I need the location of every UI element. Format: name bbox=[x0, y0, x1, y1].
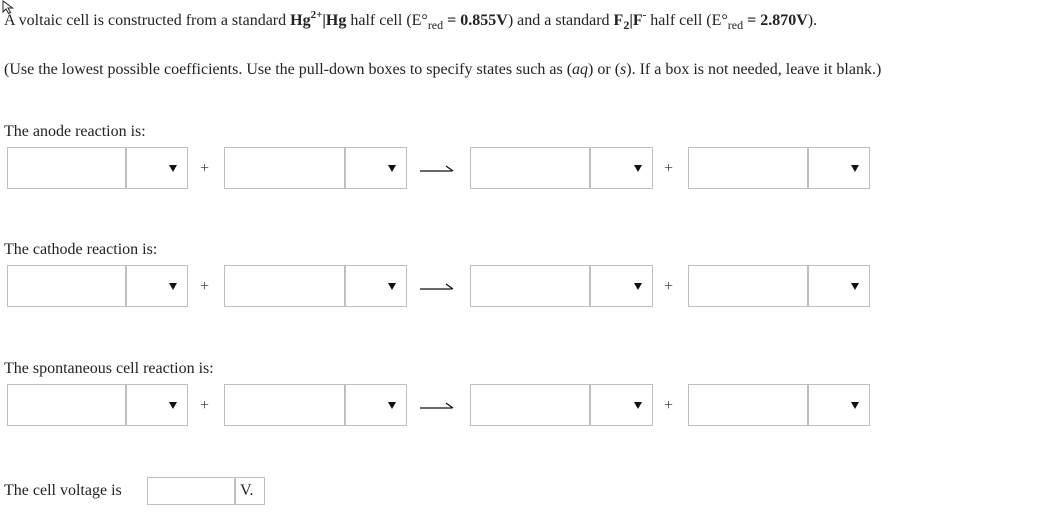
cathode-reactant2-input[interactable] bbox=[224, 265, 345, 307]
cathode-reactant1-state-select[interactable] bbox=[126, 265, 188, 307]
plus-sign: + bbox=[200, 278, 210, 295]
anode-reactant2-state-select[interactable] bbox=[345, 147, 407, 189]
plus-sign: + bbox=[200, 397, 210, 414]
anode-product1-state-select[interactable] bbox=[590, 147, 653, 189]
cathode-reactant1-input[interactable] bbox=[7, 265, 126, 307]
triangle-down-icon bbox=[851, 402, 859, 409]
cathode-product2-state-select[interactable] bbox=[808, 265, 870, 307]
plus-sign: + bbox=[664, 278, 674, 295]
triangle-down-icon bbox=[388, 283, 396, 290]
right-arrow-icon bbox=[419, 400, 455, 412]
cathode-product1-input[interactable] bbox=[470, 265, 590, 307]
cell-reactant1-state-select[interactable] bbox=[126, 384, 188, 426]
plus-sign: + bbox=[664, 397, 674, 414]
triangle-down-icon bbox=[851, 283, 859, 290]
triangle-down-icon bbox=[634, 402, 642, 409]
cathode-reactant2-state-select[interactable] bbox=[345, 265, 407, 307]
anode-product2-state-select[interactable] bbox=[808, 147, 870, 189]
cell-product2-input[interactable] bbox=[688, 384, 808, 426]
cell-product2-state-select[interactable] bbox=[808, 384, 870, 426]
anode-label: The anode reaction is: bbox=[4, 123, 146, 140]
triangle-down-icon bbox=[169, 283, 177, 290]
cathode-product1-state-select[interactable] bbox=[590, 265, 653, 307]
anode-product1-input[interactable] bbox=[470, 147, 590, 189]
cell-voltage-unit: V. bbox=[235, 477, 265, 505]
triangle-down-icon bbox=[388, 165, 396, 172]
cell-product1-state-select[interactable] bbox=[590, 384, 653, 426]
cell-reactant2-input[interactable] bbox=[224, 384, 345, 426]
instructions: (Use the lowest possible coefficients. Use the pull-down boxes to specify states such as (aq) or (s). If a box is not needed, leave it blank.) bbox=[4, 61, 882, 78]
cell-reactant2-state-select[interactable] bbox=[345, 384, 407, 426]
triangle-down-icon bbox=[388, 402, 396, 409]
triangle-down-icon bbox=[634, 165, 642, 172]
spontaneous-label: The spontaneous cell reaction is: bbox=[4, 360, 214, 377]
plus-sign: + bbox=[664, 160, 674, 177]
cell-voltage-input[interactable] bbox=[147, 477, 235, 505]
triangle-down-icon bbox=[169, 165, 177, 172]
cell-voltage-label: The cell voltage is bbox=[4, 482, 122, 499]
anode-reactant1-input[interactable] bbox=[7, 147, 126, 189]
anode-reactant1-state-select[interactable] bbox=[126, 147, 188, 189]
anode-reactant2-input[interactable] bbox=[224, 147, 345, 189]
anode-product2-input[interactable] bbox=[688, 147, 808, 189]
triangle-down-icon bbox=[851, 165, 859, 172]
question-statement: A voltaic cell is constructed from a standard $Hg^{2+}|Hg$ half cell $(E^\circ_{red} = 0.855V)$ and a standard $F_2|F^-$ half cell $(E^\circ_{red} = 2.870V)$. bbox=[4, 9, 818, 32]
cathode-product2-input[interactable] bbox=[688, 265, 808, 307]
triangle-down-icon bbox=[634, 283, 642, 290]
cell-product1-input[interactable] bbox=[470, 384, 590, 426]
cell-reactant1-input[interactable] bbox=[7, 384, 126, 426]
right-arrow-icon bbox=[419, 281, 455, 293]
plus-sign: + bbox=[200, 160, 210, 177]
right-arrow-icon bbox=[419, 163, 455, 175]
cathode-label: The cathode reaction is: bbox=[4, 241, 158, 258]
triangle-down-icon bbox=[169, 402, 177, 409]
